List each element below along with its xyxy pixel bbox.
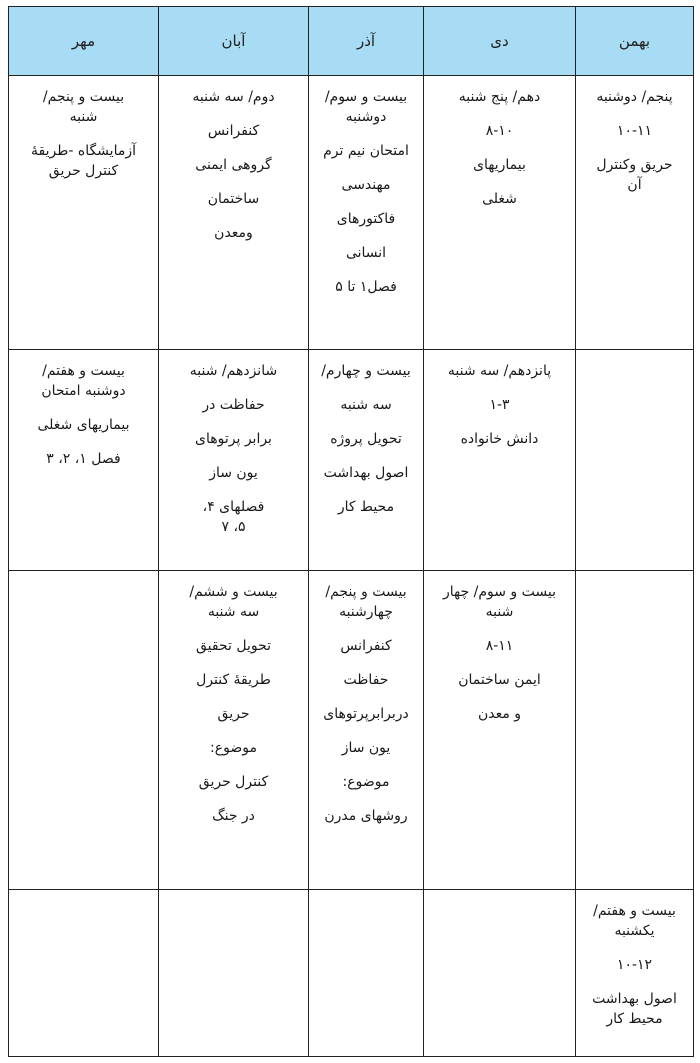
schedule-table — [8, 6, 694, 1057]
cell-line: پنجم/ دوشنبه — [596, 89, 673, 105]
cell-dey — [424, 571, 576, 890]
cell-line: فصل ۱، ۲، ۳ — [46, 451, 121, 467]
cell-line: ساختمان — [207, 191, 260, 207]
cell-line: تحویل تحقیق — [195, 638, 272, 654]
cell-line: فصلهای ۴، — [202, 499, 265, 515]
cell-aban — [159, 890, 309, 1057]
table-row — [9, 350, 694, 571]
cell-line: بیماریهای شغلی — [37, 417, 130, 433]
cell-line: شنبه — [69, 109, 98, 125]
cell-line: شانزدهم/ شنبه — [189, 363, 278, 379]
cell-line: دانش خانواده — [460, 431, 539, 447]
table-row — [9, 76, 694, 350]
cell-line: ۸-۱۰ — [485, 123, 514, 139]
cell-line: سه شنبه — [207, 604, 260, 620]
cell-dey — [424, 350, 576, 571]
table-header — [9, 7, 694, 76]
cell-line: اصول بهداشت — [323, 465, 409, 481]
cell-line: ایمن ساختمان — [458, 672, 541, 688]
header-dey: دی — [424, 7, 576, 76]
cell-line: در جنگ — [212, 808, 255, 824]
cell-line: گروهی ایمنی — [195, 157, 272, 173]
cell-line: حفاظت در — [202, 397, 265, 413]
cell-line: دهم/ پنج شنبه — [458, 89, 541, 105]
cell-bahman — [576, 350, 694, 571]
cell-line: موضوع: — [342, 774, 390, 790]
cell-line: شنبه — [485, 604, 514, 620]
cell-mehr — [9, 76, 159, 350]
cell-azar — [309, 571, 424, 890]
cell-line: ۱-۳ — [489, 397, 510, 413]
cell-aban — [159, 571, 309, 890]
cell-line: شغلی — [482, 191, 517, 207]
cell-line: آن — [627, 177, 642, 193]
cell-line: ومعدن — [214, 225, 253, 241]
cell-line: اصول بهداشت — [592, 991, 677, 1007]
header-bahman: بهمن — [576, 7, 694, 76]
cell-mehr — [9, 890, 159, 1057]
header-row — [9, 7, 694, 76]
cell-line: دوشنبه — [345, 109, 387, 125]
cell-line: پانزدهم/ سه شنبه — [447, 363, 552, 379]
cell-line: بیست و هفتم/ — [593, 903, 676, 919]
cell-line: حفاظت — [343, 672, 389, 688]
cell-line: دوشنبه امتحان — [41, 383, 126, 399]
header-mehr: مهر — [9, 7, 159, 76]
cell-bahman — [576, 571, 694, 890]
cell-line: امتحان نیم ترم — [323, 143, 409, 159]
cell-line: بیماریهای — [473, 157, 526, 173]
cell-aban — [159, 76, 309, 350]
table-row — [9, 571, 694, 890]
cell-line: کنترل حریق — [198, 774, 269, 790]
cell-line: دربرابرپرتوهای — [323, 706, 409, 722]
cell-azar — [309, 350, 424, 571]
cell-mehr — [9, 571, 159, 890]
cell-line: محیط کار — [337, 499, 395, 515]
cell-mehr — [9, 350, 159, 571]
header-azar: آذر — [309, 7, 424, 76]
cell-line: بیست و سوم/ — [324, 89, 408, 105]
cell-line: کنترل حریق — [48, 163, 119, 179]
cell-line: بیست و چهارم/ — [321, 363, 411, 379]
cell-line: بیست و پنجم/ — [325, 584, 407, 600]
cell-line: فاکتورهای — [336, 211, 396, 227]
cell-line: حریق — [217, 706, 250, 722]
cell-line: ۵، ۷ — [221, 519, 246, 535]
table-row — [9, 890, 694, 1057]
cell-line: آزمایشگاه -طریقهٔ — [31, 143, 136, 159]
cell-line: تحویل پروژه — [330, 431, 402, 447]
cell-bahman — [576, 890, 694, 1057]
cell-azar — [309, 76, 424, 350]
table-body — [9, 76, 694, 1057]
cell-line: بیست و هفتم/ — [42, 363, 125, 379]
cell-line: چهارشنبه — [339, 604, 393, 620]
cell-bahman — [576, 76, 694, 350]
cell-line: ۱۰-۱۱ — [616, 123, 653, 139]
cell-dey — [424, 890, 576, 1057]
cell-line: برابر پرتوهای — [195, 431, 272, 447]
cell-line: یون ساز — [209, 465, 258, 481]
cell-line: طریقهٔ کنترل — [196, 672, 271, 688]
cell-dey — [424, 76, 576, 350]
cell-line: یکشنبه — [614, 923, 655, 939]
cell-line: مهندسی — [341, 177, 391, 193]
cell-line: موضوع: — [210, 740, 257, 756]
cell-line: ۱۰-۱۲ — [616, 957, 653, 973]
cell-line: بیست و ششم/ — [189, 584, 278, 600]
cell-line: محیط کار — [606, 1011, 663, 1027]
header-aban: آبان — [159, 7, 309, 76]
cell-line: دوم/ سه شنبه — [192, 89, 275, 105]
cell-line: و معدن — [477, 706, 522, 722]
cell-line: یون ساز — [341, 740, 391, 756]
cell-line: بیست و سوم/ چهار — [443, 584, 556, 600]
cell-line: روشهای مدرن — [324, 808, 408, 824]
cell-line: ۸-۱۱ — [485, 638, 514, 654]
cell-line: سه شنبه — [340, 397, 392, 413]
cell-line: انسانی — [345, 245, 387, 261]
cell-aban — [159, 350, 309, 571]
cell-line: حریق وکنترل — [596, 157, 673, 173]
cell-line: کنفرانس — [207, 123, 260, 139]
cell-line: فصل۱ تا ۵ — [335, 279, 397, 295]
cell-line: کنفرانس — [340, 638, 392, 654]
cell-line: بیست و پنجم/ — [42, 89, 125, 105]
cell-azar — [309, 890, 424, 1057]
